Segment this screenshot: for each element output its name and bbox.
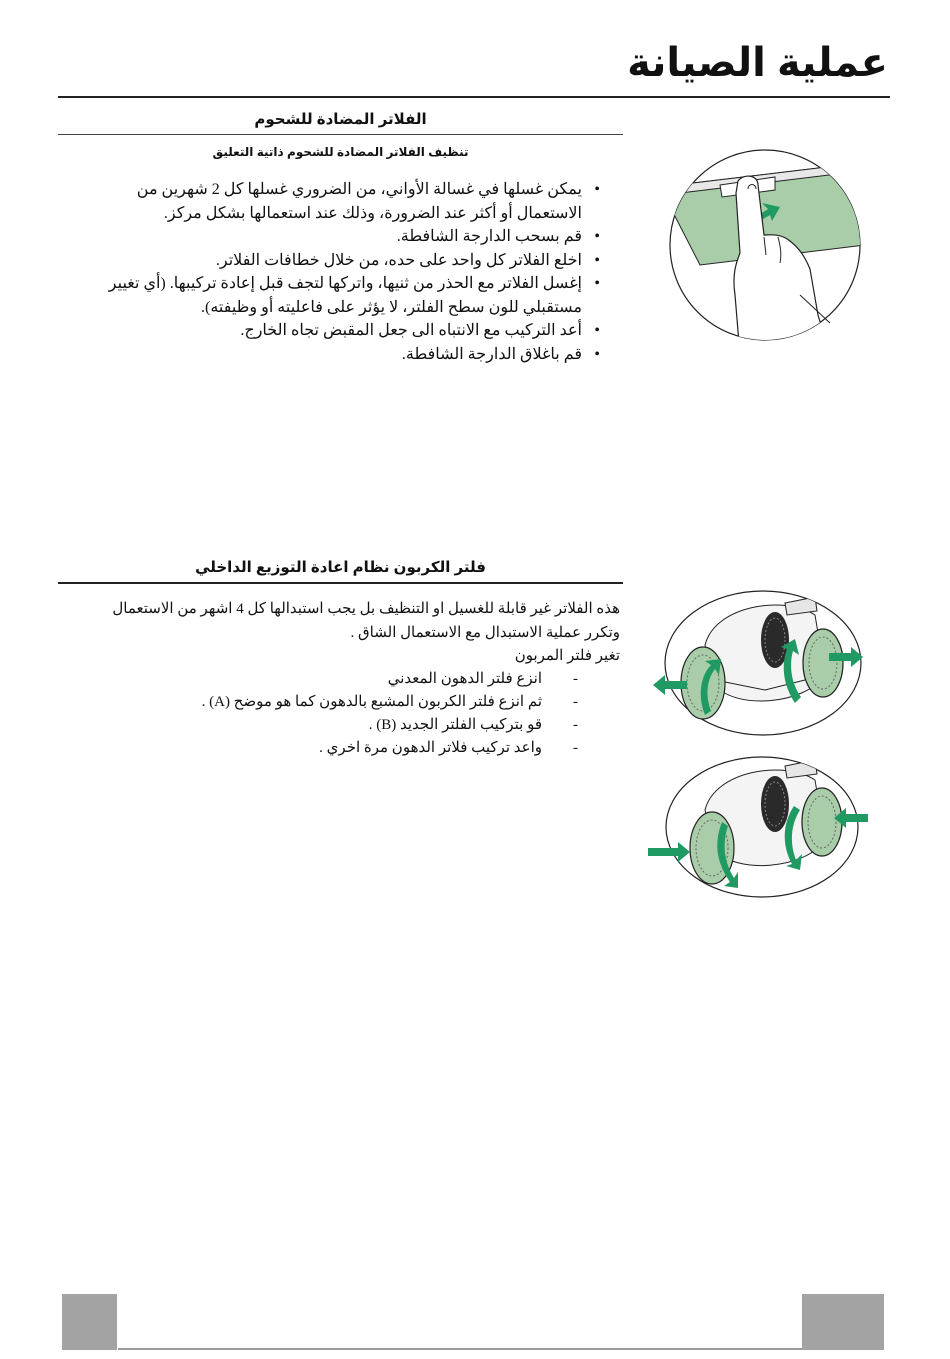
- list-item: • قم باغلاق الدارجة الشافطة.: [80, 343, 600, 367]
- hand-pulling-filter-illustration: [640, 145, 870, 355]
- page-title: عملية الصيانة: [627, 41, 888, 85]
- carbon-change-steps: [158, 668, 578, 760]
- footer-left-block: [62, 1294, 117, 1350]
- list-item: • يمكن غسلها في غسالة الأواني، من الضروري غسلها كل 2 شهرين من الاستعمال أو أكثر عند الضرورة، وذلك عند استعمالها بشكل مركز.: [80, 178, 600, 225]
- list-item: • أعد التركيب مع الانتباه الى جعل المقبض تجاه الخارج.: [80, 319, 600, 343]
- carbon-filter-removal-illustration: [645, 585, 870, 740]
- carbon-intro-line1: هذه الفلاتر غير قابلة للغسيل او التنظيف بل يجب استبدالها كل 4 اشهر من الاستعمال: [112, 601, 620, 617]
- list-item: - ثم انزع فلتر الكربون المشبع بالدهون كما هو موضح (A) .: [158, 691, 578, 714]
- carbon-filter-heading: فلتر الكربون نظام اعادة التوزيع الداخلي: [195, 559, 486, 576]
- list-item: - واعد تركيب فلاتر الدهون مرة اخري .: [158, 737, 578, 760]
- list-item: - انزع فلتر الدهون المعدني: [158, 668, 578, 691]
- list-item: • اخلع الفلاتر كل واحد على حده، من خلال خطافات الفلاتر.: [80, 249, 600, 273]
- grease-heading-rule: [58, 134, 623, 135]
- list-item: • إغسل الفلاتر مع الحذر من ثنيها، واتركها لتجف قبل إعادة تركيبها. (أي تغيير مستقبلي للون سطح الفلتر، لا يؤثر على فاعليته أو وظيفته).: [80, 272, 600, 319]
- footer-right-block: [802, 1294, 884, 1350]
- grease-filter-subheading: تنظيف الفلاتر المضادة للشحوم ذاتية التعليق: [212, 145, 469, 159]
- footer-line: [118, 1348, 802, 1350]
- list-item: - قو بتركيب الفلتر الجديد (B) .: [158, 714, 578, 737]
- grease-filter-heading: الفلاتر المضادة للشحوم: [254, 111, 427, 128]
- title-rule: [58, 96, 890, 98]
- list-item: • قم بسحب الدارجة الشافطة.: [80, 225, 600, 249]
- carbon-intro-line2: وتكرر عملية الاستبدال مع الاستعمال الشاق .: [350, 625, 620, 641]
- carbon-heading-rule: [58, 582, 623, 584]
- carbon-change-title: تغير فلتر المربون: [514, 648, 620, 664]
- carbon-filter-install-illustration: [640, 752, 870, 902]
- grease-cleaning-steps: [80, 178, 600, 366]
